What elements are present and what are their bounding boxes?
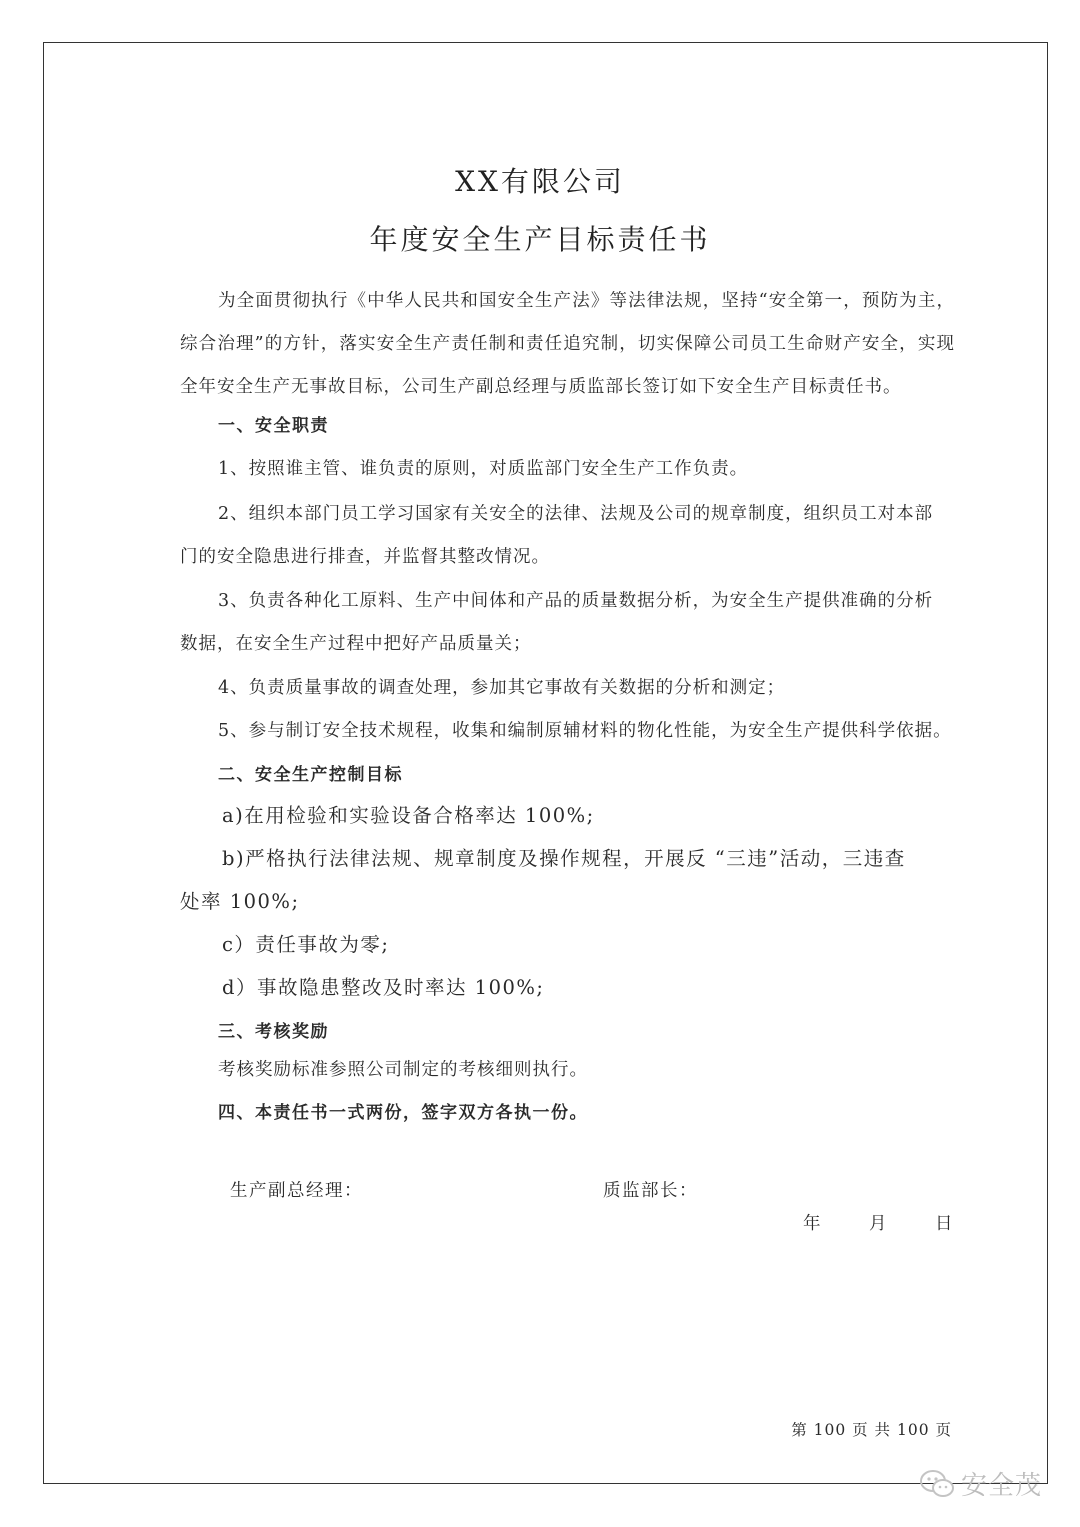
section1-item-2: 2、组织本部门员工学习国家有关安全的法律、法规及公司的规章制度，组织员工对本部 bbox=[218, 504, 934, 524]
section2-item-d: d）事故隐患整改及时率达 100%; bbox=[222, 976, 545, 999]
company-title: XX有限公司 bbox=[455, 165, 625, 198]
section2-item-b: b)严格执行法律法规、规章制度及操作规程，开展反 “三违”活动，三违查 bbox=[222, 847, 906, 870]
date-day: 日 bbox=[935, 1214, 953, 1234]
watermark-text: 安全茂 bbox=[960, 1471, 1042, 1501]
page-number: 第 100 页 共 100 页 bbox=[791, 1421, 952, 1439]
signature-deputy-gm: 生产副总经理： bbox=[230, 1181, 363, 1201]
section1-heading: 一、安全职责 bbox=[218, 416, 329, 436]
watermark bbox=[919, 1465, 1042, 1502]
wechat-icon bbox=[919, 1469, 955, 1499]
section1-item-5: 5、参与制订安全技术规程，收集和编制原辅材料的物化性能，为安全生产提供科学依据。 bbox=[218, 721, 952, 741]
section3-heading: 三、考核奖励 bbox=[218, 1022, 329, 1042]
date-month: 月 bbox=[869, 1214, 887, 1234]
section4-heading: 四、本责任书一式两份，签字双方各执一份。 bbox=[218, 1103, 588, 1123]
section2-item-c: c）责任事故为零; bbox=[222, 933, 390, 956]
section2-heading: 二、安全生产控制目标 bbox=[218, 765, 403, 785]
section2-item-a: a)在用检验和实验设备合格率达 100%; bbox=[222, 804, 595, 827]
document-title: 年度安全生产目标责任书 bbox=[369, 223, 711, 256]
section1-item-4: 4、负责质量事故的调查处理，参加其它事故有关数据的分析和测定； bbox=[218, 678, 786, 698]
section1-item-2-cont: 门的安全隐患进行排查，并监督其整改情况。 bbox=[180, 547, 550, 567]
section1-item-3: 3、负责各种化工原料、生产中间体和产品的质量数据分析，为安全生产提供准确的分析 bbox=[218, 591, 934, 611]
section2-item-b-cont: 处率 100%; bbox=[180, 890, 300, 913]
section1-item-1: 1、按照谁主管、谁负责的原则，对质监部门安全生产工作负责。 bbox=[218, 459, 749, 479]
section1-item-3-cont: 数据，在安全生产过程中把好产品质量关； bbox=[180, 634, 532, 654]
date-year: 年 bbox=[803, 1214, 821, 1234]
intro-paragraph: 为全面贯彻执行《中华人民共和国安全生产法》等法律法规，坚持“安全第一，预防为主，综合治理”的方针，落实安全生产责任制和责任追究制，切实保障公司员工生命财产安全，实现全年安全生产无事故目标，公司生产副总经理与质监部长签订如下安全生产目标责任书。 bbox=[180, 291, 955, 397]
section3-text: 考核奖励标准参照公司制定的考核细则执行。 bbox=[218, 1060, 588, 1080]
signature-qc-head: 质监部长： bbox=[603, 1181, 698, 1201]
page-border bbox=[43, 42, 1048, 1484]
